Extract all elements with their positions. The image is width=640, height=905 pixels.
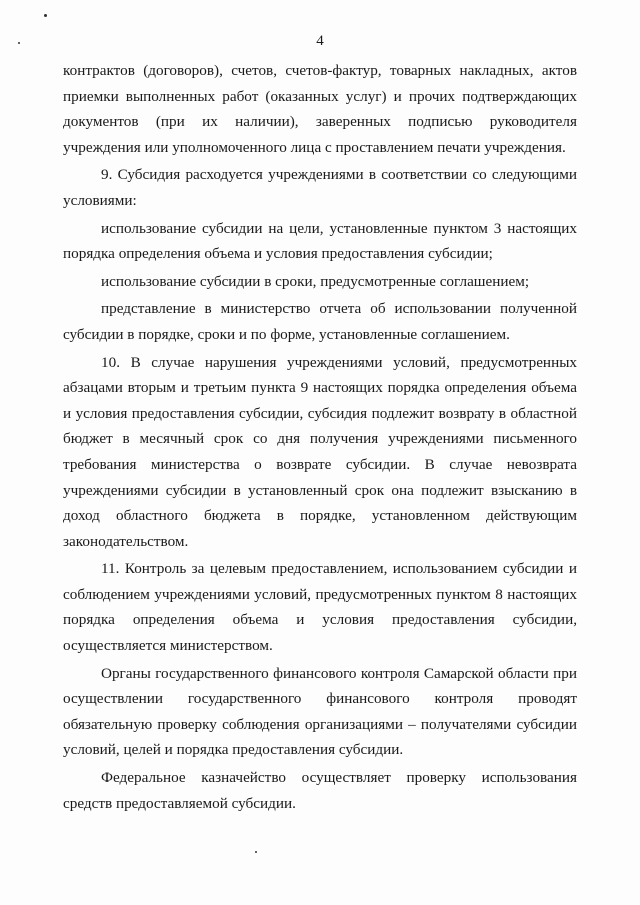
paragraph-clause-11: 11. Контроль за целевым предоставлением, использованием субсидии и соблюдением учреждениями условий, предусмотренных пунктом 8 настоящих порядка определения объема и условия предоставления субсидии, осуществляется министерством. [63, 560, 577, 655]
paragraph-clause-10: 10. В случае нарушения учреждениями условий, предусмотренных абзацами вторым и третьим пункта 9 настоящих порядка определения объема и условия предоставления субсидии, субсидия подлежит возврату в областной бюджет в месячный срок со дня получения учреждениями письменного требования министерства о возврате субсидии. В случае невозврата учреждениями субсидии в установленный срок она подлежит взысканию в доход областного бюджета в порядке, установленном действующим законодательством. [63, 353, 577, 550]
paragraph-condition-purpose: использование субсидии на цели, установленные пунктом 3 настоящих порядка определения объема и условия предоставления субсидии; [63, 219, 577, 263]
paragraph-state-control: Органы государственного финансового контроля Самарской области при осуществлении государственного финансового контроля проводят обязательную проверку соблюдения организациями – получателями субсидии условий, целей и порядка предоставления субсидии. [63, 664, 577, 759]
scan-speck [44, 14, 47, 17]
paragraph-continuation: контрактов (договоров), счетов, счетов-фактур, товарных накладных, актов приемки выполненных работ (оказанных услуг) и прочих подтверждающих документов (при их наличии), заверенных подписью руководителя учреждения или уполномоченного лица с проставлением печати учреждения. [63, 62, 577, 156]
paragraph-clause-9: 9. Субсидия расходуется учреждениями в соответствии со следующими условиями: [63, 166, 577, 209]
paragraph-condition-report: представление в министерство отчета об использовании полученной субсидии в порядке, сроки и по форме, установленные соглашением. [63, 300, 577, 343]
document-body [63, 58, 577, 816]
paragraph-condition-terms: использование субсидии в сроки, предусмотренные соглашением; [101, 272, 530, 290]
page-number: 4 [316, 33, 324, 49]
paragraph-treasury: Федеральное казначейство осуществляет проверку использования средств предоставляемой субсидии. [63, 769, 577, 812]
scan-speck [255, 851, 257, 853]
